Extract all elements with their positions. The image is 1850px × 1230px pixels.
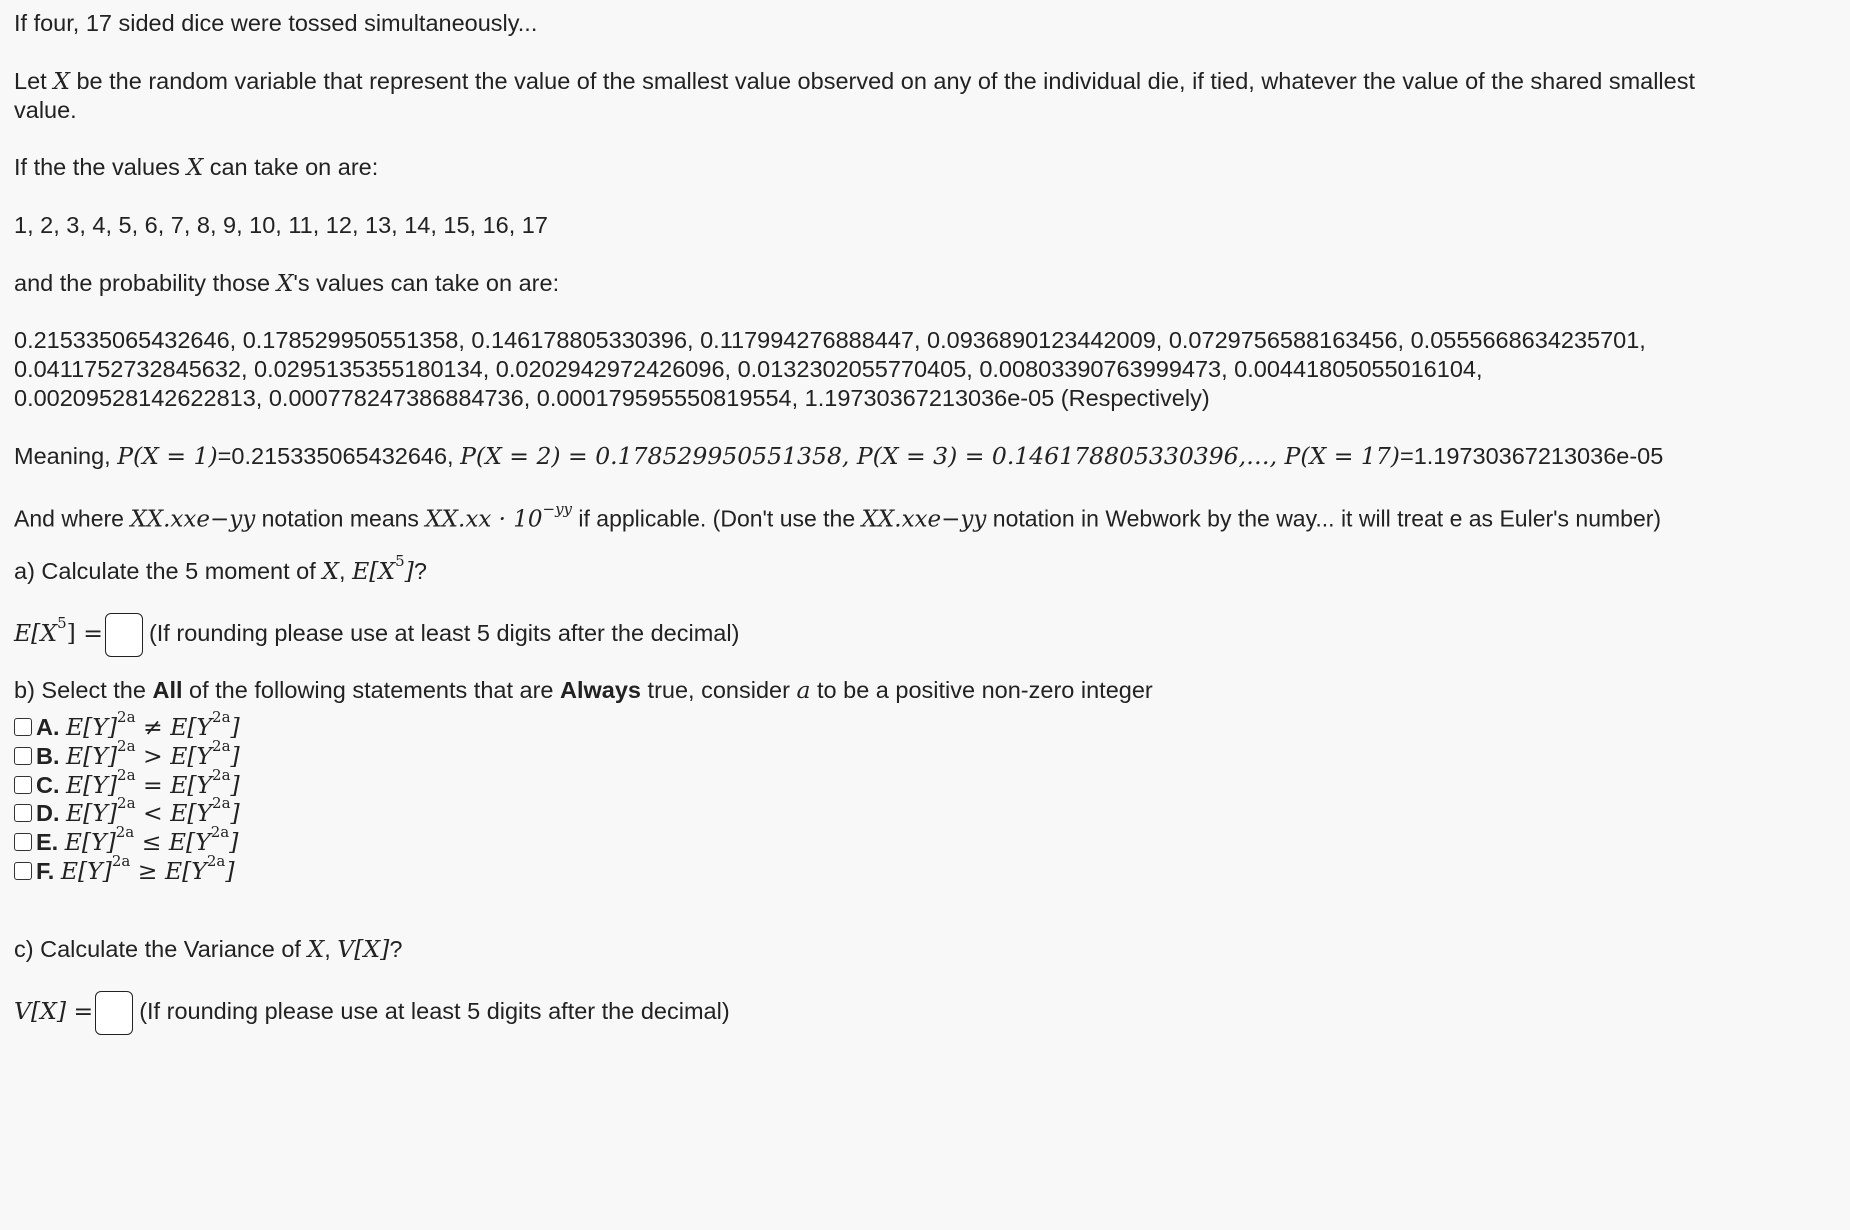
option-rhs-close: ]	[230, 798, 240, 827]
option-lhs-exponent: 2a	[111, 852, 131, 870]
option-relation: ≤	[134, 827, 169, 856]
option-lhs: E[Y]	[66, 712, 118, 741]
question-mark: ?	[413, 557, 427, 584]
x-var: X	[186, 153, 204, 181]
a-var: a	[796, 676, 811, 704]
option-lhs: E[Y]	[60, 856, 112, 885]
notation-tail: notation in Webwork by the way... it will treat e as Euler's number)	[986, 505, 1662, 532]
option-rhs-close: ]	[225, 856, 235, 885]
option-lhs: E[Y]	[64, 827, 116, 856]
x-var: X	[322, 556, 339, 585]
meaning-lead: Meaning,	[14, 443, 118, 469]
moment-exponent: 5	[395, 552, 405, 570]
moment-close: ]	[404, 556, 414, 585]
notation-exponent: −yy	[542, 500, 573, 518]
option-rhs-exponent: 2a	[212, 766, 231, 784]
values-intro	[14, 150, 1844, 184]
option-letter: C.	[36, 771, 60, 798]
option-rhs: E[Y	[170, 798, 213, 827]
option-lhs-exponent: 2a	[117, 708, 136, 726]
variance-expression: V[X]	[337, 935, 390, 963]
option-rhs-exponent: 2a	[206, 852, 226, 870]
option-rhs-exponent: 2a	[210, 823, 230, 841]
probability-line: 0.00209528142622813, 0.000778247386884736, 0.000179595550819554, 1.19730367213036e-05 (Respectively)	[14, 385, 1210, 411]
option-relation: <	[135, 798, 171, 827]
answer-a-lhs: E[X	[14, 618, 58, 647]
notation-mid: notation means	[255, 505, 426, 532]
p1-expression: P(X = 1)	[117, 442, 218, 470]
option-lhs-exponent: 2a	[117, 794, 136, 812]
answer-a-equals: ] =	[66, 618, 103, 647]
option-letter: F.	[36, 857, 55, 884]
p1-value: =0.215335065432646,	[217, 443, 461, 469]
option-letter: B.	[36, 742, 60, 769]
option-rhs: E[Y	[168, 827, 211, 856]
answer-c-input[interactable]	[95, 991, 133, 1035]
p3-expression: P(X = 3) = 0.146178805330396,…,	[856, 442, 1285, 470]
part-b-mid2: true, consider	[641, 677, 797, 703]
answer-c-lhs: V[X] =	[14, 997, 94, 1025]
option-rhs-close: ]	[229, 827, 239, 856]
part-a-question	[14, 548, 1844, 588]
p17-expression: P(X = 17)	[1284, 442, 1400, 470]
x-def-post: be the random variable that represent the value of the smallest value observed on any of the individual die, if tied, whatever the value of the shared smallest	[69, 68, 1696, 94]
always-emphasis: Always	[560, 677, 642, 703]
option-rhs-close: ]	[230, 741, 240, 770]
option-letter: E.	[36, 828, 59, 855]
intro-text: If four, 17 sided dice were tossed simultaneously...	[14, 10, 538, 36]
option-lhs-exponent: 2a	[117, 737, 136, 755]
x-var: X	[307, 935, 325, 963]
option-checkbox[interactable]	[14, 862, 32, 880]
part-c-label: c) Calculate the Variance of	[14, 936, 308, 962]
answer-c-hint: (If rounding please use at least 5 digits after the decimal)	[139, 998, 730, 1024]
values-intro-post: can take on are:	[203, 154, 379, 180]
moment-expression: E[X	[352, 556, 396, 585]
option-rhs: E[Y	[170, 770, 213, 799]
values-intro-pre: If the the values	[14, 154, 187, 180]
option-relation: ≥	[130, 856, 165, 885]
notation-post: if applicable. (Don't use the	[572, 505, 862, 532]
option-lhs: E[Y]	[66, 798, 118, 827]
values-list: 1, 2, 3, 4, 5, 6, 7, 8, 9, 10, 11, 12, 13, 14, 15, 16, 17	[14, 212, 548, 238]
option-lhs-exponent: 2a	[117, 766, 136, 784]
notation-format: XX.xxe−yy	[861, 506, 987, 533]
option-f[interactable]	[14, 848, 234, 888]
notation-line	[14, 496, 1844, 537]
option-rhs: E[Y	[170, 741, 213, 770]
prob-intro-pre: and the probability those	[14, 270, 277, 296]
notation-format-expanded: XX.xx · 10	[425, 506, 543, 533]
answer-a-input[interactable]	[105, 613, 143, 657]
option-rhs-close: ]	[230, 712, 240, 741]
all-emphasis: All	[152, 677, 183, 703]
x-definition-line2: value.	[14, 97, 77, 123]
option-rhs-exponent: 2a	[212, 708, 231, 726]
notation-format: XX.xxe−yy	[130, 506, 256, 533]
part-a-label: a) Calculate the 5 moment of	[14, 557, 323, 584]
part-b-question	[14, 673, 1844, 707]
p17-value: =1.19730367213036e-05	[1399, 443, 1664, 469]
prob-intro-post: 's values can take on are:	[293, 270, 560, 296]
option-relation: ≠	[135, 712, 171, 741]
question-mark: ?	[389, 936, 403, 962]
part-b-mid: of the following statements that are	[182, 677, 561, 703]
notation-pre: And where	[14, 505, 131, 532]
x-var: X	[276, 269, 294, 297]
p2-expression: P(X = 2) = 0.178529950551358,	[460, 442, 857, 470]
option-rhs: E[Y	[164, 856, 207, 885]
option-relation: =	[135, 770, 171, 799]
meaning-line	[14, 439, 1844, 473]
option-lhs: E[Y]	[66, 770, 118, 799]
probability-intro	[14, 266, 1844, 300]
part-c-answer-row	[14, 989, 1844, 1035]
probability-line: 0.0411752732845632, 0.0295135355180134, 0.0202942972426096, 0.0132302055770405, 0.00803390763999473, 0.00441805055016104,	[14, 356, 1483, 382]
part-c-question	[14, 932, 1844, 966]
comma: ,	[339, 557, 353, 584]
option-rhs: E[Y	[170, 712, 213, 741]
probability-line: 0.215335065432646, 0.178529950551358, 0.146178805330396, 0.117994276888447, 0.0936890123442009, 0.0729756588163456, 0.0555668634235701,	[14, 327, 1646, 353]
option-letter: D.	[36, 799, 60, 826]
x-var: X	[53, 67, 70, 95]
option-lhs-exponent: 2a	[115, 823, 135, 841]
part-b-post: to be a positive non-zero integer	[810, 677, 1153, 703]
option-relation: >	[135, 741, 171, 770]
option-letter: A.	[36, 713, 60, 740]
x-def-pre: Let	[14, 68, 54, 94]
answer-a-hint: (If rounding please use at least 5 digits after the decimal)	[148, 619, 740, 646]
answer-a-exponent: 5	[57, 614, 67, 632]
option-lhs: E[Y]	[66, 741, 118, 770]
option-rhs-close: ]	[230, 770, 240, 799]
option-rhs-exponent: 2a	[212, 794, 231, 812]
comma: ,	[324, 936, 338, 962]
option-rhs-exponent: 2a	[212, 737, 231, 755]
part-a-answer-row	[14, 605, 1844, 657]
part-b-pre: b) Select the	[14, 677, 153, 703]
